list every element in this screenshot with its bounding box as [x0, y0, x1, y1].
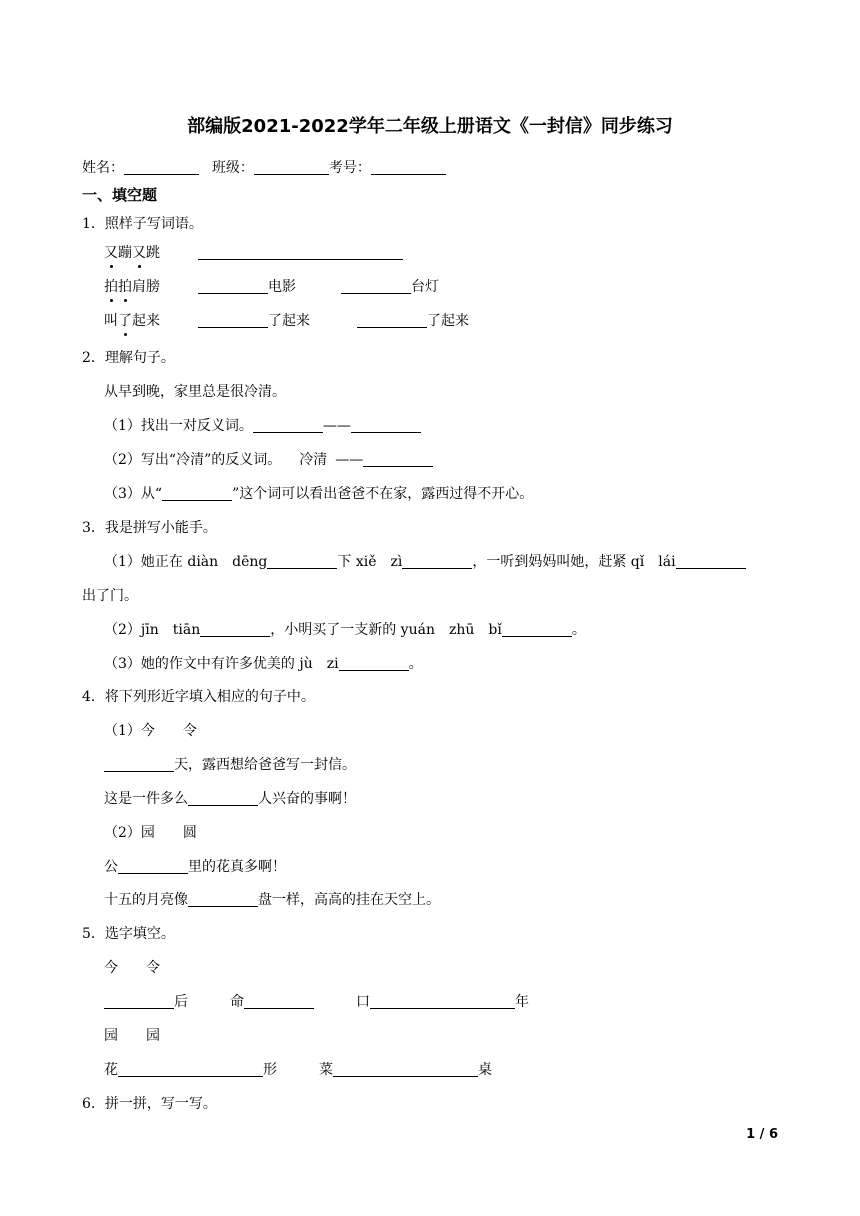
q3-s2-text-c: 。 [571, 622, 586, 638]
q1-r2-char2: 拍 [118, 276, 132, 298]
q1-r2-word-2: 台灯 [411, 279, 439, 295]
q2-s2-text: （2）写出“冷清”的反义词。 [104, 452, 282, 468]
q2-s3-text-b: ”这个词可以看出爸爸不在家，露西过得不开心。 [232, 486, 534, 502]
q2-s2-word: 冷清 [299, 452, 328, 468]
q5-r2-char-a: 花 [104, 1062, 118, 1078]
q3-s2-text-b: ，小明买了一支新的 yuán zhū bǐ [270, 622, 502, 638]
q3-s3-text-a: （3）她的作文中有许多优美的 jù zi [104, 656, 339, 672]
q2-stem: 2．理解句子。 [82, 350, 175, 366]
q3-s1-blank-3[interactable] [676, 552, 746, 569]
q3-s1-text-c: ，一听到妈妈叫她，赶紧 qǐ lái [472, 554, 676, 570]
q2-s1-blank-2[interactable] [351, 416, 421, 433]
q5-r2-blank-1[interactable] [118, 1060, 263, 1077]
q3-s2-text-a: （2）jīn tiān [104, 622, 201, 638]
q1-r3-blank-2[interactable] [357, 311, 427, 328]
q1-r2-fill [198, 276, 296, 298]
q3-s1-text-a: （1）她正在 diàn dēng [104, 554, 268, 570]
name-blank[interactable] [124, 158, 199, 175]
q4-l3-text-b: 里的花真多啊！ [188, 859, 286, 875]
q4-group-2: （2）园 圆 [104, 825, 197, 841]
q5-group-2: 园 园 [104, 1028, 160, 1044]
q5-r2-blank-2[interactable] [333, 1060, 478, 1077]
q3-s2-blank-1[interactable] [200, 620, 270, 637]
q6-stem: 6．拼一拼，写一写。 [82, 1096, 217, 1112]
q5-group-1: 今 令 [104, 960, 160, 976]
q1-r1-char2: 蹦 [118, 245, 132, 261]
q5-r1-char-b: 命 [230, 994, 244, 1010]
q4-l2-blank[interactable] [188, 789, 258, 806]
q5-stem: 5．选字填空。 [82, 926, 175, 942]
q1-r3-word-2: 了起来 [427, 313, 469, 329]
page-number: 1 / 6 [746, 1127, 778, 1142]
q1-r2-blank-1[interactable] [198, 277, 268, 294]
q1-r1-char3: 又 [132, 242, 146, 264]
q4-line-4 [104, 889, 440, 911]
q3-s1-blank-1[interactable] [267, 552, 337, 569]
q3-s2-blank-2[interactable] [502, 620, 572, 637]
q4-l2-text-b: 人兴奋的事啊！ [258, 791, 356, 807]
q1-r3-word-1: 了起来 [268, 313, 310, 329]
q5-r2-char-d: 桌 [478, 1062, 492, 1078]
q1-r1-blank-wrap [198, 242, 403, 264]
q4-l3-blank[interactable] [118, 857, 188, 874]
class-label: 班级： [211, 160, 254, 176]
q5-row-1 [104, 991, 529, 1013]
q3-s1-text-b: 下 xiě zì [337, 554, 403, 570]
q4-line-2 [104, 788, 356, 810]
q4-l4-blank[interactable] [188, 890, 258, 907]
q2-s2-dash: —— [335, 452, 364, 468]
q1-r2-rest: 肩膀 [132, 279, 160, 295]
q5-r1-blank-2[interactable] [244, 992, 314, 1009]
q2-s3-text-a: （3）从“ [104, 486, 163, 502]
q2-sentence: 从早到晚，家里总是很冷清。 [104, 384, 286, 400]
q1-r2-char1: 拍 [104, 276, 118, 298]
q5-r1-char-c: 口 [356, 994, 370, 1010]
q2-s3-blank[interactable] [162, 484, 232, 501]
q1-r3-fill [198, 310, 310, 332]
q1-r1-char1: 又 [104, 242, 118, 264]
q2-s1-blank-1[interactable] [253, 416, 323, 433]
name-label: 姓名： [82, 160, 124, 176]
q4-l4-text-a: 十五的月亮像 [104, 892, 188, 908]
q5-r2-char-b: 形 [263, 1062, 277, 1078]
exam-no-blank[interactable] [371, 158, 446, 175]
q5-r1-char-d: 年 [515, 994, 529, 1010]
q1-row-3 [104, 310, 160, 332]
q1-r2-blank-2[interactable] [341, 277, 411, 294]
q4-l3-text-a: 公 [104, 859, 118, 875]
q1-r3-char2: 了 [118, 310, 132, 332]
q1-r1-blank[interactable] [198, 243, 403, 260]
q1-r2-fill-2 [341, 276, 439, 298]
q4-line-1 [104, 754, 356, 776]
q2-sub-3 [104, 483, 533, 505]
section-heading: 一、填空题 [82, 186, 158, 204]
class-blank[interactable] [254, 158, 329, 175]
q2-s1-text: （1）找出一对反义词。 [104, 418, 253, 434]
q5-row-2 [104, 1059, 492, 1081]
q3-sub-3 [104, 653, 423, 675]
q4-l2-text-a: 这是一件多么 [104, 791, 188, 807]
q4-group-1: （1）今 令 [104, 723, 197, 739]
q1-row-2 [104, 276, 160, 298]
exam-no-label: 考号： [328, 160, 371, 176]
q3-s1-blank-2[interactable] [402, 552, 472, 569]
q1-r3-char1: 叫 [104, 313, 118, 329]
q1-stem: 1．照样子写词语。 [82, 216, 203, 232]
document-title: 部编版2021-2022学年二年级上册语文《一封信》同步练习 [187, 116, 673, 137]
q5-r1-blank-3[interactable] [370, 992, 515, 1009]
q3-s1-continued: 出了门。 [82, 588, 138, 604]
q3-stem: 3．我是拼写小能手。 [82, 520, 217, 536]
q1-row-1 [104, 242, 160, 264]
q4-stem: 4．将下列形近字填入相应的句子中。 [82, 689, 315, 705]
q3-s3-blank[interactable] [339, 654, 409, 671]
header-fields [82, 157, 446, 179]
q3-sub-1 [104, 551, 746, 573]
q2-sub-1 [104, 415, 421, 437]
q1-r2-word-1: 电影 [268, 279, 296, 295]
q1-r3-blank-1[interactable] [198, 311, 268, 328]
q3-sub-2 [104, 619, 586, 641]
q1-r1-char4: 跳 [146, 245, 160, 261]
q2-s2-blank[interactable] [363, 450, 433, 467]
q5-r1-char-a: 后 [174, 994, 188, 1010]
q4-l1-text: 天，露西想给爸爸写一封信。 [174, 757, 356, 773]
q5-r2-char-c: 菜 [319, 1062, 333, 1078]
q4-line-3 [104, 856, 286, 878]
q5-r1-blank-1[interactable] [104, 992, 174, 1009]
q3-s3-text-b: 。 [408, 656, 423, 672]
q4-l1-blank[interactable] [104, 755, 174, 772]
q2-sub-2 [104, 449, 433, 471]
q4-l4-text-b: 盘一样，高高的挂在天空上。 [258, 892, 440, 908]
q1-r3-rest: 起来 [132, 313, 160, 329]
q2-s1-dash: —— [322, 418, 351, 434]
q1-r3-fill-2 [357, 310, 469, 332]
